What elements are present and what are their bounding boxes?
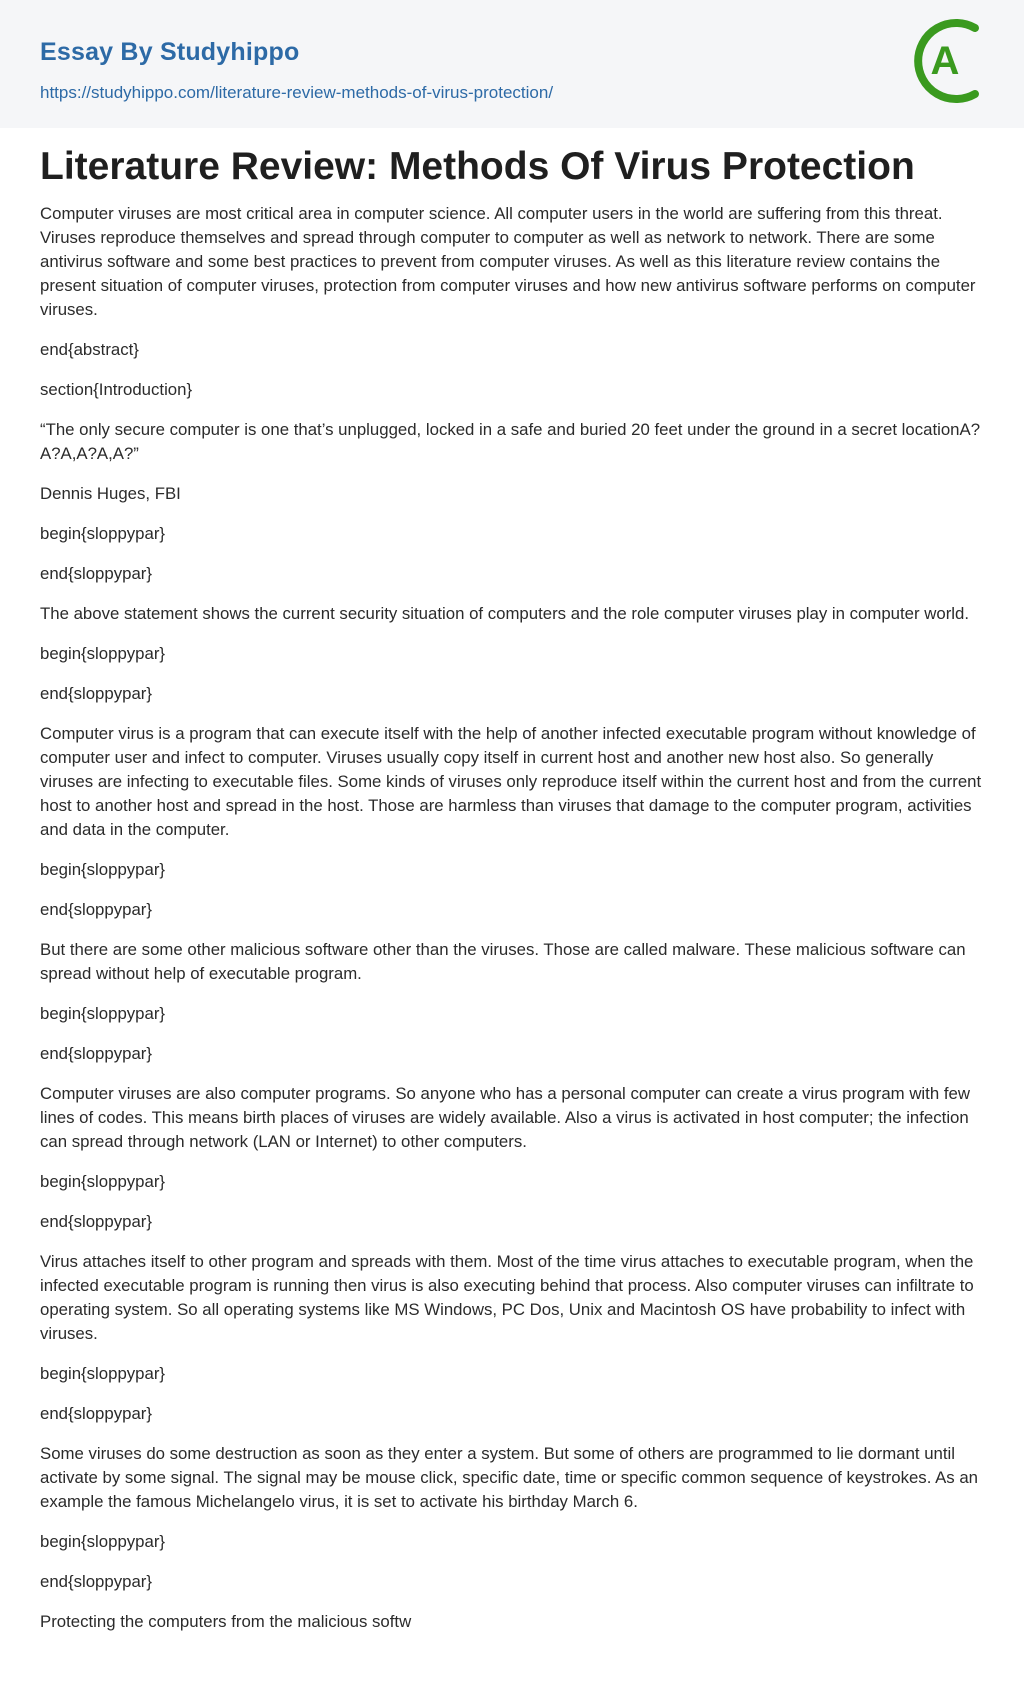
essay-paragraph: begin{sloppypar} [40,1532,166,1551]
essay-paragraph: Protecting the computers from the malicious softw [40,1612,412,1631]
essay-paragraph: begin{sloppypar} [40,1364,166,1383]
essay-body [40,202,990,1634]
essay-paragraph: “The only secure computer is one that’s unplugged, locked in a safe and buried 20 feet under the ground in a secret locationA?A?A,A?A,A?” [40,420,981,463]
essay-paragraph: end{sloppypar} [40,1212,152,1231]
essay-paragraph: end{sloppypar} [40,564,152,583]
essay-paragraph: begin{sloppypar} [40,524,166,543]
site-header [0,0,1024,128]
essay-paragraph: end{sloppypar} [40,900,152,919]
essay-paragraph: end{sloppypar} [40,684,152,703]
essay-paragraph: begin{sloppypar} [40,644,166,663]
essay-paragraph: end{sloppypar} [40,1404,152,1423]
essay-title: Literature Review: Methods Of Virus Protection [40,145,915,188]
essay-paragraph: Some viruses do some destruction as soon as they enter a system. But some of others are programmed to lie dormant until activate by some signal. The signal may be mouse click, specific date, time or specific common sequence of keystrokes. As an example the famous Michelangelo virus, it is set to activate his birthday March 6. [40,1444,979,1511]
essay-paragraph: Virus attaches itself to other program and spreads with them. Most of the time virus attaches to executable program, when the infected executable program is running then virus is also executing behind that process. Also computer viruses can infiltrate to operating system. So all operating systems like MS Windows, PC Dos, Unix and Macintosh OS have probability to infect with viruses. [40,1252,974,1343]
essay-paragraph: end{abstract} [40,340,139,359]
essay-paragraph: section{Introduction} [40,380,193,399]
essay-paragraph: end{sloppypar} [40,1572,152,1591]
logo-letter: A [930,39,960,83]
essay-url-link[interactable]: https://studyhippo.com/literature-review-methods-of-virus-protection/ [40,83,554,102]
essay-paragraph: Computer viruses are also computer programs. So anyone who has a personal computer can create a virus program with few lines of codes. This means birth places of viruses are widely available. Also a virus is activated in host computer; the infection can spread through network (LAN or Internet) to other computers. [40,1084,970,1151]
essay-paragraph: Dennis Huges, FBI [40,484,181,503]
site-brand[interactable]: Essay By Studyhippo [40,38,300,66]
essay-paragraph: begin{sloppypar} [40,860,166,879]
studyhippo-logo-icon[interactable] [898,14,992,108]
essay-content [40,138,990,1650]
essay-paragraph: But there are some other malicious software other than the viruses. Those are called malware. These malicious software can spread without help of executable program. [40,940,966,983]
essay-paragraph: Computer viruses are most critical area in computer science. All computer users in the world are suffering from this threat. Viruses reproduce themselves and spread through computer to computer as well as network to network. There are some antivirus software and some best practices to prevent from computer viruses. As well as this literature review contains the present situation of computer viruses, protection from computer viruses and how new antivirus software performs on computer viruses. [40,204,976,319]
essay-paragraph: Computer virus is a program that can execute itself with the help of another infected executable program without knowledge of computer user and infect to computer. Viruses usually copy itself in current host and another new host also. So generally viruses are infecting to executable files. Some kinds of viruses only reproduce itself within the current host and from the current host to another host and spread in the host. Those are harmless than viruses that damage to the computer program, activities and data in the computer. [40,724,982,839]
essay-paragraph: The above statement shows the current security situation of computers and the role computer viruses play in computer world. [40,604,970,623]
essay-paragraph: end{sloppypar} [40,1044,152,1063]
essay-paragraph: begin{sloppypar} [40,1172,166,1191]
essay-paragraph: begin{sloppypar} [40,1004,166,1023]
